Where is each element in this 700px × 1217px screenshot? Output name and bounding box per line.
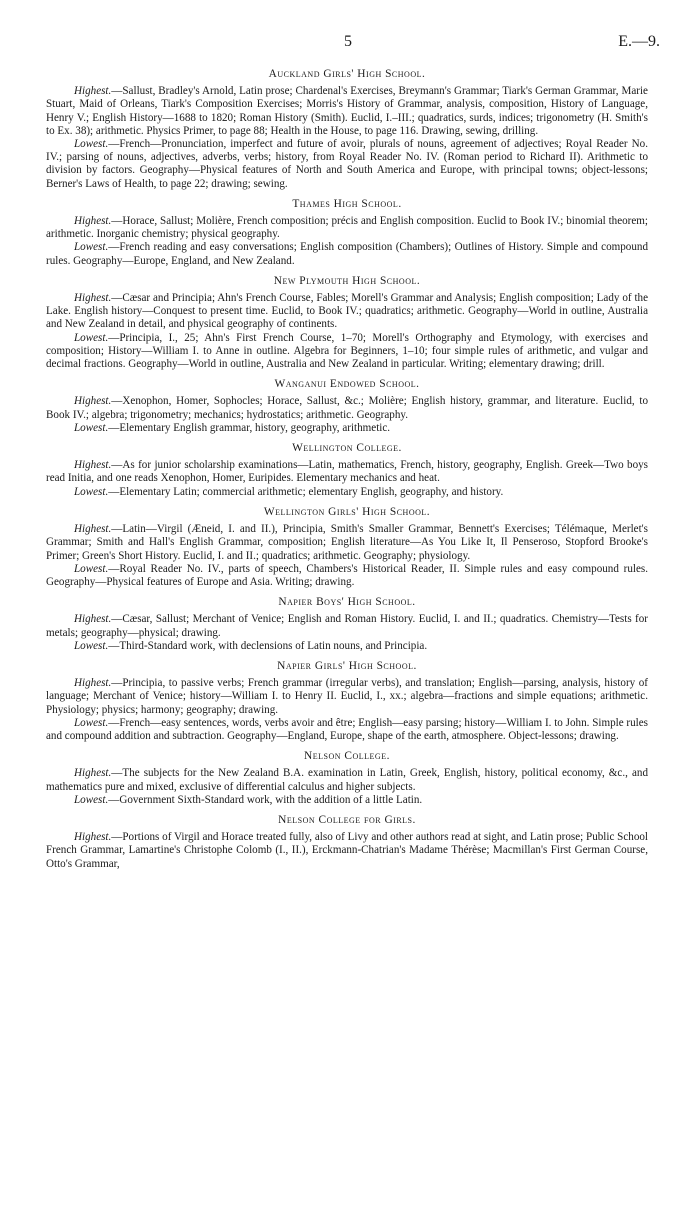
school-section-napier-girls <box>46 660 648 743</box>
paragraph-text: —Principia, I., 25; Ahn's First French Course, 1–70; Morell's Orthography and Etymology, with exercises and composition; History—William I. to Anne in outline. Algebra for Beginners, 1–10; four simple rules of arithmetic, and vulgar and decimal fractions. Geography—World in outline, Australia and New Zealand in particular. Writing; elementary drawing; drill. <box>46 331 648 371</box>
lowest-paragraph <box>46 640 648 653</box>
highest-paragraph <box>46 292 648 332</box>
grade-label: Lowest. <box>74 331 109 344</box>
page-number: 5 <box>344 33 352 50</box>
highest-paragraph <box>46 767 648 793</box>
school-heading: Wanganui Endowed School. <box>274 378 420 391</box>
paragraph-text: —The subjects for the New Zealand B.A. examination in Latin, Greek, English, history, political economy, &c., and mathematics pure and mixed, exclusive of differential calculus and higher subjects. <box>46 767 648 793</box>
grade-label: Highest. <box>74 395 112 408</box>
school-heading: Napier Boys' High School. <box>278 596 416 609</box>
grade-label: Highest. <box>74 85 112 98</box>
lowest-paragraph <box>46 794 648 807</box>
highest-paragraph <box>46 831 648 871</box>
paragraph-text: —Horace, Sallust; Molière, French composition; précis and English composition. Euclid to Book IV.; binomial theorem; arithmetic. Inorganic chemistry; physical geography. <box>46 215 648 241</box>
school-heading: Auckland Girls' High School. <box>268 68 426 80</box>
school-section-wanganui <box>46 378 648 435</box>
paragraph-text: —Principia, to passive verbs; French grammar (irregular verbs), and translation; English—parsing, analysis, history of language; Merchant of Venice; history—William I. to Henry II. Euclid, I., xx.; algebra—fractions and simple equations; arithmetic. Physiology; physics; harmony; geography; drawing. <box>46 677 648 716</box>
school-heading: Nelson College for Girls. <box>278 813 416 826</box>
highest-paragraph <box>46 459 648 485</box>
grade-label: Lowest. <box>74 485 109 498</box>
highest-paragraph <box>46 613 648 639</box>
highest-paragraph <box>46 677 648 717</box>
grade-label: Lowest. <box>74 793 109 806</box>
paragraph-text: —As for junior scholarship examinations—Latin, mathematics, French, history, geography, English. Greek—Two boys read Initia, and one reads Xenophon, Homer, Euripides. Elementary mechanics and heat. <box>46 459 648 485</box>
school-section-auckland-girls <box>46 68 648 191</box>
grade-label: Lowest. <box>74 421 109 434</box>
school-heading: Nelson College. <box>304 750 390 763</box>
paragraph-text: —Government Sixth-Standard work, with the addition of a little Latin. <box>108 793 423 806</box>
school-section-nelson-college <box>46 750 648 807</box>
page-body <box>46 68 648 878</box>
paragraph-text: —Latin—Virgil (Æneid, I. and II.), Principia, Smith's Smaller Grammar, Bennett's Exercises; Télémaque, Merlet's Grammar; Smith and Hall's English Grammar, composition; English literature—As You Like It, Il Penseroso, Stopford Brooke's Primer; Green's Short History. Euclid, I. and II.; quadratics; arithmetic. Geography; physiology. <box>46 523 648 562</box>
school-section-new-plymouth <box>46 275 648 371</box>
grade-label: Highest. <box>74 459 112 472</box>
grade-label: Highest. <box>74 613 112 626</box>
lowest-paragraph <box>46 563 648 589</box>
grade-label: Highest. <box>74 831 112 844</box>
lowest-paragraph <box>46 332 648 372</box>
school-section-wellington-college <box>46 442 648 499</box>
highest-paragraph <box>46 215 648 241</box>
grade-label: Highest. <box>74 677 112 690</box>
highest-paragraph <box>46 523 648 563</box>
grade-label: Lowest. <box>74 716 109 729</box>
grade-label: Highest. <box>74 292 112 305</box>
school-heading: Wellington College. <box>292 442 402 455</box>
grade-label: Lowest. <box>74 639 109 652</box>
document-reference: E.—9. <box>618 33 660 50</box>
school-section-thames <box>46 198 648 268</box>
school-heading: Napier Girls' High School. <box>277 659 417 672</box>
paragraph-text: —Cæsar and Principia; Ahn's French Course, Fables; Morell's Grammar and Analysis; English composition; Lady of the Lake. English history—Conquest to present time. Euclid, to Book IV.; quadratics; arithmetic. Geography—World in outline, Australia and New Zealand in detail, and physical geography of continents. <box>46 292 648 331</box>
school-section-napier-boys <box>46 596 648 653</box>
highest-paragraph <box>46 85 648 138</box>
paragraph-text: —Elementary Latin; commercial arithmetic; elementary English, geography, and history. <box>108 485 504 498</box>
grade-label: Highest. <box>74 523 112 536</box>
paragraph-text: —French reading and easy conversations; English composition (Chambers); Outlines of History. Simple and compound rules. Geography—Europe, England, and New Zealand. <box>46 241 648 267</box>
paragraph-text: —Sallust, Bradley's Arnold, Latin prose; Chardenal's Exercises, Breymann's Grammar; Tiark's German Grammar, Marie Stuart, Maid of Orleans, Tiark's Composition Exercises; Morris's History of Grammar, analysis, composition, History of Language, Henry V.; English History—1688 to 1820; Roman History (Smith). Euclid, I.–III.; quadratics, surds, indices; trigonometry (H. Smith's to Ex. 38); arithmetic. Physics Primer, to page 88; Health in the House, to page 116. Drawing, sewing, drilling. <box>46 85 648 137</box>
grade-label: Highest. <box>74 215 112 228</box>
grade-label: Lowest. <box>74 138 109 151</box>
paragraph-text: —Third-Standard work, with declensions of Latin nouns, and Principia. <box>108 639 428 652</box>
highest-paragraph <box>46 395 648 421</box>
grade-label: Lowest. <box>74 562 109 575</box>
lowest-paragraph <box>46 138 648 191</box>
lowest-paragraph <box>46 422 648 435</box>
lowest-paragraph <box>46 486 648 499</box>
paragraph-text: —Royal Reader No. IV., parts of speech, Chambers's Historical Reader, II. Simple rules and easy compound rules. Geography—Physical features of Europe and Asia. Writing; drawing. <box>46 562 648 588</box>
paragraph-text: —Elementary English grammar, history, geography, arithmetic. <box>108 421 391 434</box>
page-header <box>0 33 700 53</box>
school-heading: Wellington Girls' High School. <box>263 505 431 518</box>
paragraph-text: —French—Pronunciation, imperfect and future of avoir, plurals of nouns, agreement of adjectives; Royal Reader No. IV.; parsing of nouns, adjectives, adverbs, verbs; history, from Royal Reader No. IV. (Roman period to Richard II). Arithmetic to division by factors. Geography—Physical features of North and South America and Europe, with principal towns; object-lessons; Berner's Laws of Health, to page 22; drawing; sewing. <box>46 138 648 190</box>
lowest-paragraph <box>46 717 648 743</box>
school-section-wellington-girls <box>46 506 648 589</box>
paragraph-text: —Portions of Virgil and Horace treated fully, also of Livy and other authors read at sight, and Latin prose; Public School French Grammar, Lamartine's Christophe Colomb (I., II.), Erckmann-Chatrian's Madame Thérèse; Macmillan's First German Course, Otto's Grammar, <box>46 831 648 870</box>
school-section-nelson-girls <box>46 814 648 871</box>
paragraph-text: —French—easy sentences, words, verbs avoir and être; English—easy parsing; history—William I. to John. Simple rules and compound addition and subtraction. Geography—England, Europe, shape of the earth, atmosphere. Object-lessons; drawing. <box>46 716 648 742</box>
school-heading: New Plymouth High School. <box>273 274 421 287</box>
lowest-paragraph <box>46 241 648 267</box>
grade-label: Lowest. <box>74 241 109 254</box>
paragraph-text: —Xenophon, Homer, Sophocles; Horace, Sallust, &c.; Molière; English history, grammar, and literature. Euclid, to Book IV.; algebra; trigonometry; mechanics; hydrostatics; arithmetic. Geography. <box>46 395 648 421</box>
grade-label: Highest. <box>74 767 112 780</box>
paragraph-text: —Cæsar, Sallust; Merchant of Venice; English and Roman History. Euclid, I. and II.; quadratics. Chemistry—Tests for metals; geography—physical; drawing. <box>46 613 648 639</box>
school-heading: Thames High School. <box>292 197 402 210</box>
